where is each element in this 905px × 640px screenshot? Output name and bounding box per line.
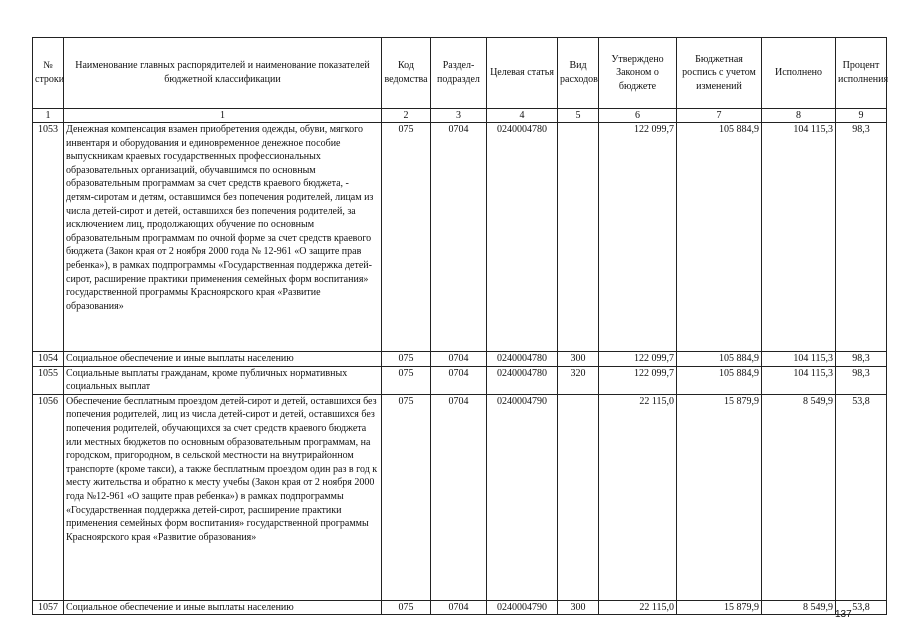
row-name: Денежная компенсация взамен приобретения одежды, обуви, мягкого инвентаря и оборудования и единовременное денежное пособие выпускникам краевых государственных профессиональных образовательных организаций, обучавшимся по основным образовательным программам за счет средств краевого бюджета, - детям-сиротам и детям, оставшимся без попечения родителей, лицам из числа детей-сирот и детей, оставшихся без попечения родителей, за исключением лиц, продолжающих обучение по основным образовательным программам по очной форме за счет средств краевого бюджета (Закон края от 2 ноября 2000 года № 12-961 «О защите прав ребенка»), в рамках подпрограммы «Государственная поддержка детей-сирот, расширение практики применения семейных форм воспитания» государственной программы Красноярского края «Развитие образования»	[64, 123, 382, 352]
row-schedule: 15 879,9	[677, 394, 762, 600]
row-section: 0704	[431, 366, 487, 394]
row-name: Социальные выплаты гражданам, кроме публичных нормативных социальных выплат	[64, 366, 382, 394]
row-dept-code: 075	[382, 123, 431, 352]
row-approved: 122 099,7	[599, 366, 677, 394]
table-row	[33, 352, 887, 367]
page-number: 137	[835, 609, 852, 620]
row-number: 1054	[33, 352, 64, 367]
row-section: 0704	[431, 352, 487, 367]
table-row	[33, 600, 887, 615]
table-row	[33, 366, 887, 394]
column-number: 7	[677, 109, 762, 123]
row-approved: 122 099,7	[599, 352, 677, 367]
row-expense-type: 300	[558, 600, 599, 615]
header-executed: Исполнено	[762, 38, 836, 109]
row-executed: 104 115,3	[762, 366, 836, 394]
column-number: 1	[64, 109, 382, 123]
row-schedule: 15 879,9	[677, 600, 762, 615]
header-row	[33, 38, 887, 109]
column-number: 3	[431, 109, 487, 123]
column-number: 4	[487, 109, 558, 123]
row-percent: 53,8	[836, 394, 887, 600]
header-row-no: № строки	[33, 38, 64, 109]
row-percent: 98,3	[836, 366, 887, 394]
row-section: 0704	[431, 394, 487, 600]
row-name: Социальное обеспечение и иные выплаты населению	[64, 352, 382, 367]
header-percent: Процент исполнения	[836, 38, 887, 109]
row-name: Обеспечение бесплатным проездом детей-сирот и детей, оставшихся без попечения родителей, лиц из числа детей-сирот и детей, оставшихся без попечения родителей, обучающихся за счет средств краевого бюджета или местных бюджетов по основным образовательным программам, на городском, пригородном, в сельской местности на внутрирайонном транспорте (кроме такси), а также бесплатным проездом один раз в год к месту жительства и обратно к месту учебы (Закон края от 2 ноября 2000 года №12-961 «О защите прав ребенка») в рамках подпрограммы «Государственная поддержка детей-сирот, расширение практики применения семейных форм воспитания» государственной программы Красноярского края «Развитие образования»	[64, 394, 382, 600]
row-expense-type: 300	[558, 352, 599, 367]
row-dept-code: 075	[382, 366, 431, 394]
column-number: 9	[836, 109, 887, 123]
row-dept-code: 075	[382, 394, 431, 600]
row-target: 0240004790	[487, 600, 558, 615]
row-number: 1053	[33, 123, 64, 352]
column-number-row	[33, 109, 887, 123]
header-expense-type: Вид расходов	[558, 38, 599, 109]
row-executed: 8 549,9	[762, 394, 836, 600]
column-number: 6	[599, 109, 677, 123]
column-number: 5	[558, 109, 599, 123]
table-row	[33, 394, 887, 600]
row-number: 1055	[33, 366, 64, 394]
column-number: 1	[33, 109, 64, 123]
row-approved: 22 115,0	[599, 600, 677, 615]
table-row	[33, 123, 887, 352]
header-dept-code: Код ведомства	[382, 38, 431, 109]
row-section: 0704	[431, 123, 487, 352]
row-expense-type: 320	[558, 366, 599, 394]
header-budget-schedule: Бюджетная роспись с учетом изменений	[677, 38, 762, 109]
row-percent: 98,3	[836, 123, 887, 352]
row-dept-code: 075	[382, 352, 431, 367]
row-approved: 22 115,0	[599, 394, 677, 600]
row-section: 0704	[431, 600, 487, 615]
row-executed: 8 549,9	[762, 600, 836, 615]
row-percent: 98,3	[836, 352, 887, 367]
header-name: Наименование главных распорядителей и наименование показателей бюджетной классификации	[64, 38, 382, 109]
budget-execution-table	[32, 37, 887, 615]
row-executed: 104 115,3	[762, 352, 836, 367]
row-dept-code: 075	[382, 600, 431, 615]
row-executed: 104 115,3	[762, 123, 836, 352]
row-name: Социальное обеспечение и иные выплаты населению	[64, 600, 382, 615]
row-expense-type	[558, 123, 599, 352]
row-number: 1057	[33, 600, 64, 615]
row-target: 0240004780	[487, 352, 558, 367]
column-number: 8	[762, 109, 836, 123]
row-expense-type	[558, 394, 599, 600]
row-schedule: 105 884,9	[677, 366, 762, 394]
row-schedule: 105 884,9	[677, 123, 762, 352]
row-schedule: 105 884,9	[677, 352, 762, 367]
column-number: 2	[382, 109, 431, 123]
row-number: 1056	[33, 394, 64, 600]
header-section: Раздел-подраздел	[431, 38, 487, 109]
row-approved: 122 099,7	[599, 123, 677, 352]
header-target: Целевая статья	[487, 38, 558, 109]
header-approved: Утверждено Законом о бюджете	[599, 38, 677, 109]
row-target: 0240004790	[487, 394, 558, 600]
row-target: 0240004780	[487, 366, 558, 394]
row-percent: 53,8	[836, 600, 887, 615]
row-target: 0240004780	[487, 123, 558, 352]
